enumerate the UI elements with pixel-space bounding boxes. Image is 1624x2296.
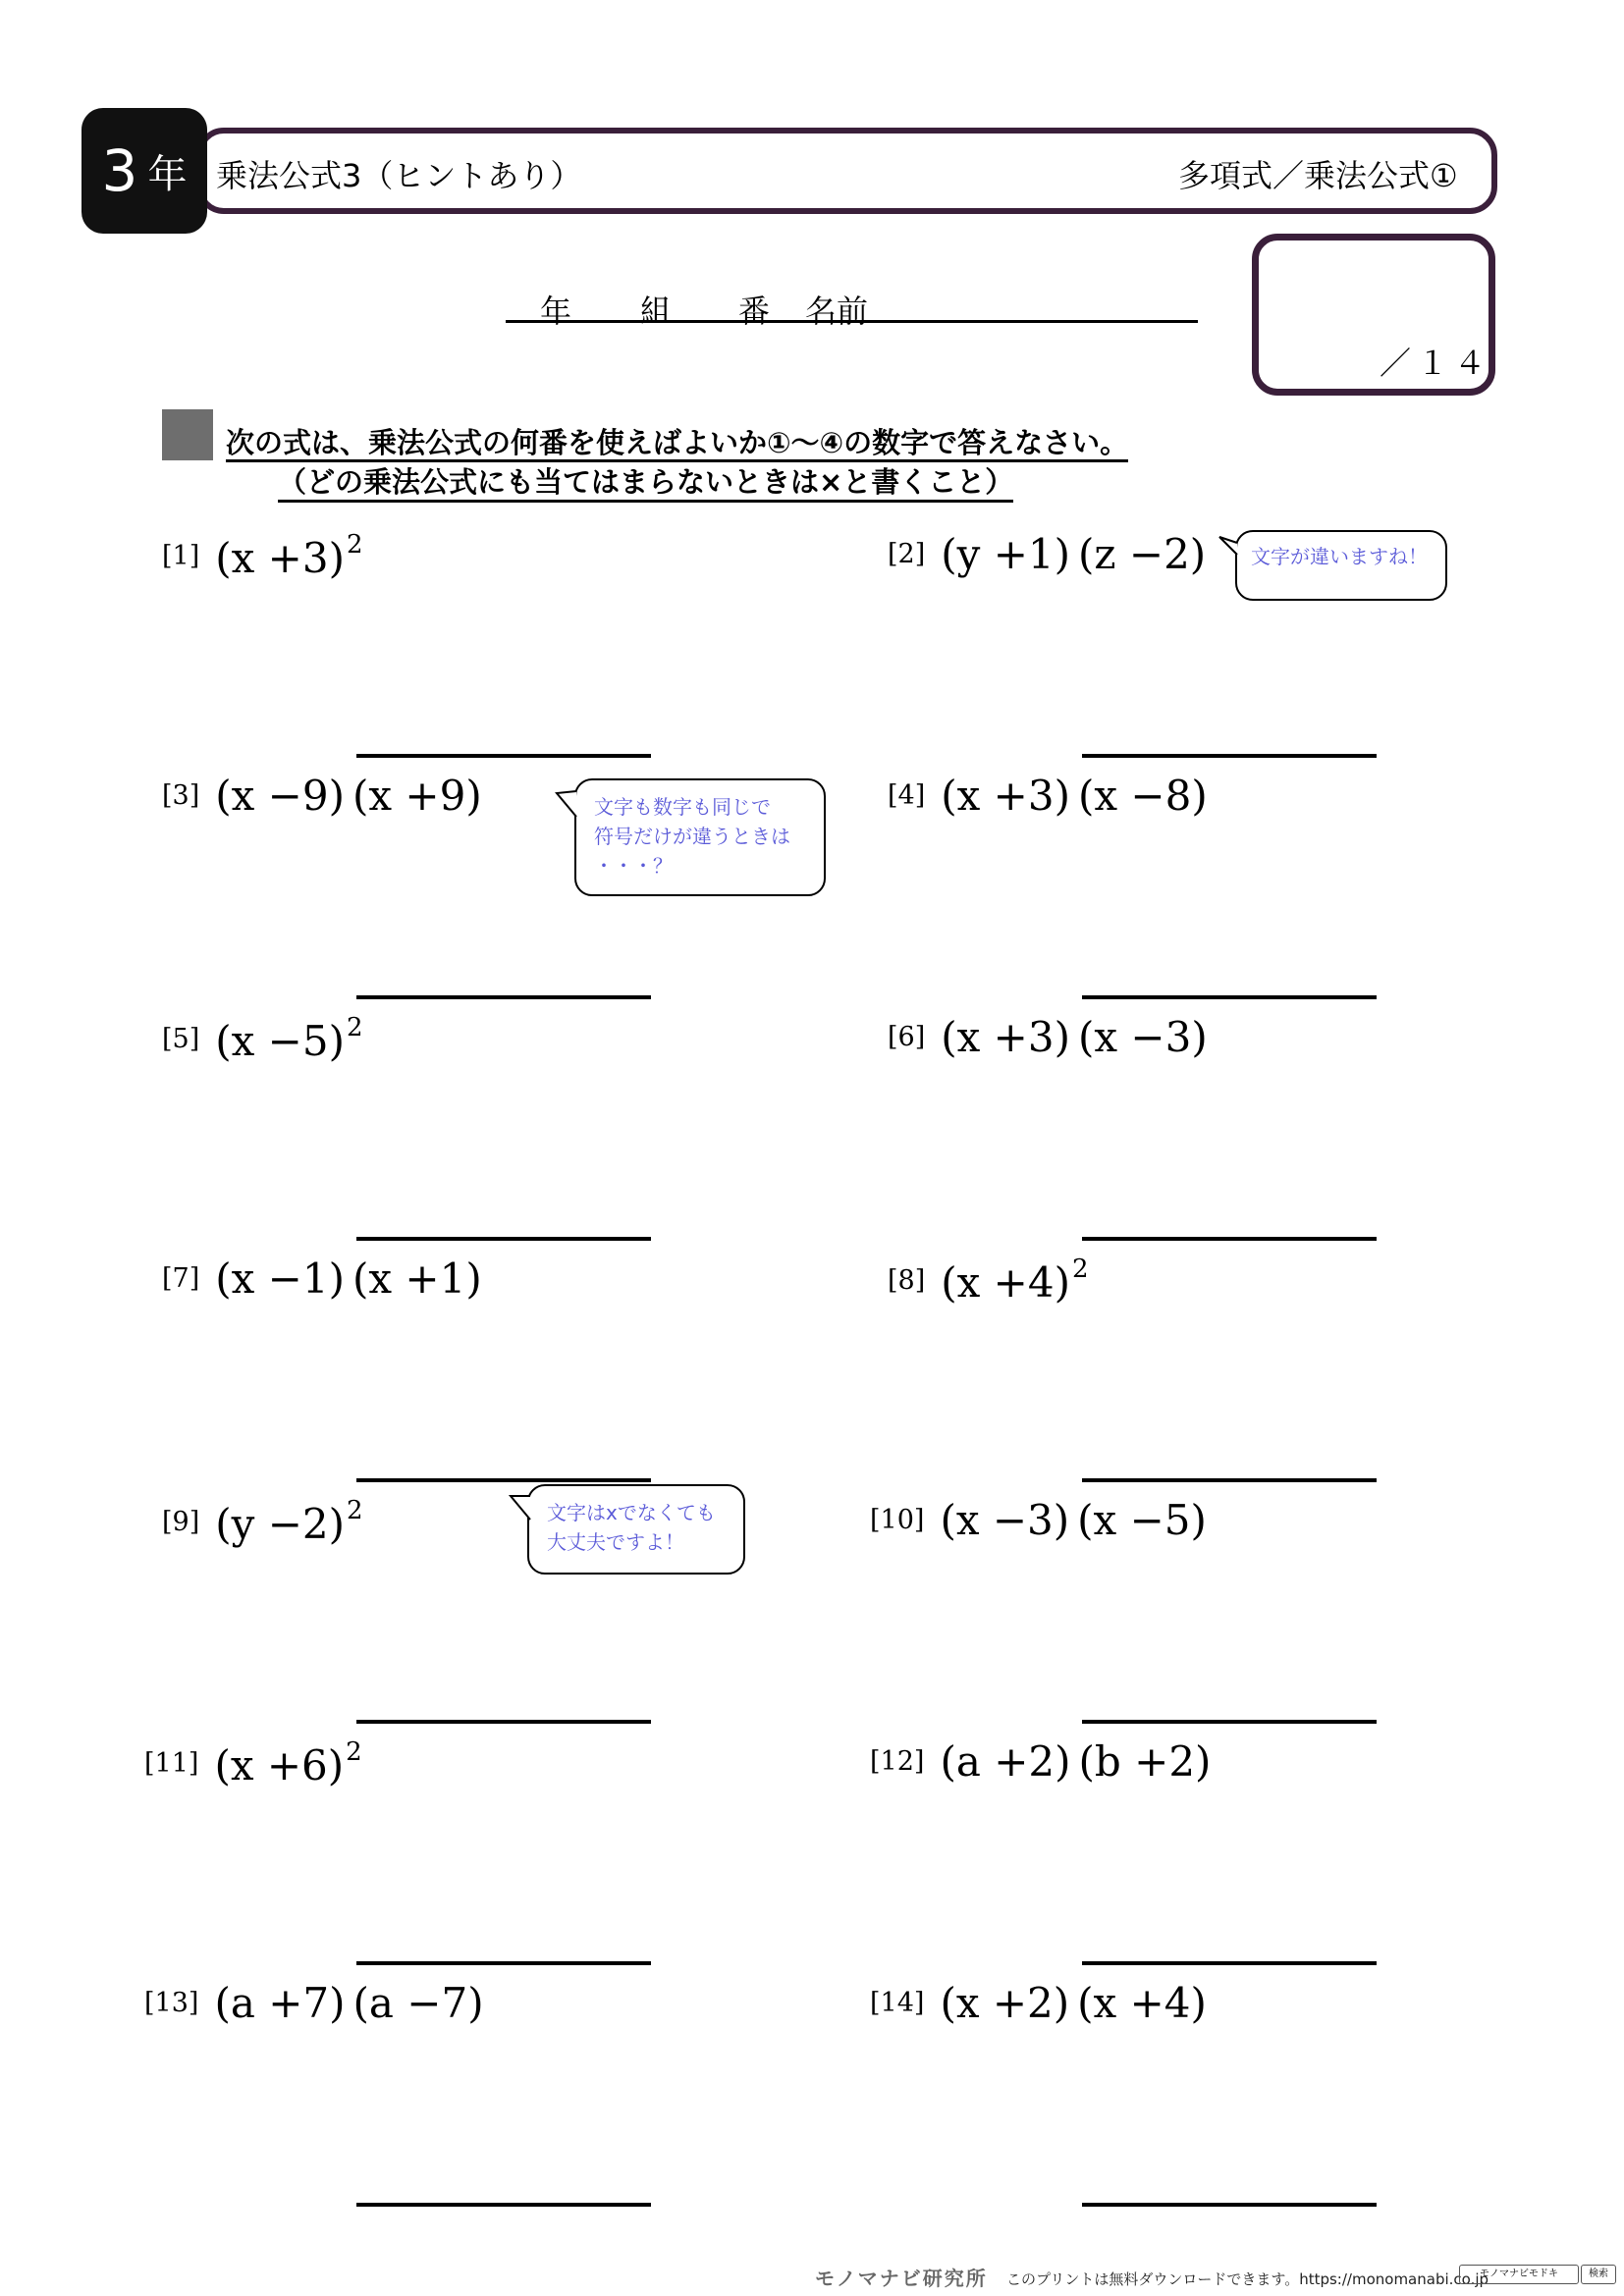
worksheet-title: 乗法公式3（ヒントあり） [216,157,582,194]
factor: (x −1) [215,1255,345,1303]
problem-number: [2] [888,539,926,569]
problem-number: [8] [888,1265,926,1296]
problem-9 [162,1496,363,1548]
hint-bubble-9 [527,1484,745,1575]
hint-text: 文字も数字も同じで [594,795,771,819]
answer-line[interactable] [356,1720,651,1724]
problem-expression [214,1737,362,1789]
problem-10 [870,1496,1207,1544]
grade-unit: 年 [147,151,188,197]
factor: (z −2) [1078,530,1207,578]
answer-line[interactable] [356,2203,651,2207]
factor: (a +2) [940,1737,1071,1786]
hint-text: 文字はxでなくても [547,1501,716,1524]
grade-badge [81,108,207,234]
answer-line[interactable] [1082,1720,1377,1724]
footer-text: このプリントは無料ダウンロードできます。https://monomanabi.co.jp [1006,2270,1489,2288]
factor: (x −9) [215,772,345,820]
factor: (x +1) [352,1255,482,1303]
year-label: 年 [540,293,572,330]
problem-number: [12] [870,1746,925,1777]
factor: (b +2) [1078,1737,1212,1786]
problem-expression [940,1979,1206,2027]
hint-bubble-3-tail [555,785,584,825]
problem-number: [7] [162,1263,200,1294]
score-total: ／１４ [1380,345,1492,382]
problem-expression [215,1255,481,1303]
problem-number: [4] [888,780,926,811]
factor: (x +3) [215,534,345,582]
factor: (x −8) [1077,772,1208,820]
problem-12 [870,1737,1211,1786]
problem-number: [13] [144,1988,199,2018]
worksheet-category: 多項式／乗法公式① [1178,157,1458,194]
instruction-marker [162,409,213,460]
problem-expression [941,772,1207,820]
name-line [506,287,1198,330]
problem-number: [3] [162,780,200,811]
hint-text: 大丈夫ですよ！ [547,1530,684,1554]
factor: (x −5) [1077,1496,1207,1544]
factor: (x −5) [215,1017,345,1065]
factor: (a +7) [214,1979,346,2027]
exponent: 2 [346,530,363,560]
problem-expression [941,1255,1089,1307]
factor: (x −3) [1077,1013,1208,1061]
answer-line[interactable] [1082,1478,1377,1482]
problem-expression [215,530,363,582]
problem-6 [888,1013,1208,1061]
factor: (x +4) [1077,1979,1207,2027]
problem-7 [162,1255,482,1303]
footer-logo: モノマナビ研究所 [815,2267,988,2290]
hint-bubble-2 [1235,530,1447,601]
problem-number: [10] [870,1505,925,1535]
problem-expression [215,772,481,820]
problem-number: [5] [162,1024,200,1054]
problem-number: [9] [162,1507,200,1537]
factor: (x +3) [941,772,1070,820]
factor: (y +1) [941,530,1071,578]
problem-number: [6] [888,1022,926,1052]
hint-text: 文字が違いますね！ [1251,545,1428,568]
answer-line[interactable] [356,1237,651,1241]
problem-3 [162,772,482,820]
factor: (x +4) [941,1258,1070,1307]
problem-14 [870,1979,1207,2027]
hint-bubble-9-tail [509,1490,538,1529]
problem-expression [940,1496,1206,1544]
number-label: 番 [738,293,771,330]
answer-line[interactable] [356,1961,651,1965]
answer-line[interactable] [356,1478,651,1482]
answer-line[interactable] [1082,1961,1377,1965]
exponent: 2 [347,1496,363,1525]
class-label: 組 [640,293,673,330]
problem-5 [162,1013,363,1065]
footer-search-button[interactable]: 検索 [1581,2265,1616,2284]
exponent: 2 [346,1737,362,1767]
factor: (y −2) [215,1500,346,1548]
factor: (a −7) [352,1979,484,2027]
answer-line[interactable] [1082,2203,1377,2207]
exponent: 2 [1071,1255,1089,1284]
problem-number: [1] [162,541,200,571]
instruction-text: 次の式は、乗法公式の何番を使えばよいか①～④の数字で答えなさい。 [226,426,1128,462]
answer-line[interactable] [1082,995,1377,999]
name-label: 名前 [805,293,869,330]
problem-1 [162,530,363,582]
factor: (x −3) [940,1496,1070,1544]
hint-text: ・・・？ [594,854,673,878]
hint-bubble-3 [574,778,826,896]
problem-11 [144,1737,362,1789]
factor: (x +2) [940,1979,1070,2027]
problem-expression [214,1979,483,2027]
problem-expression [941,530,1206,578]
exponent: 2 [346,1013,363,1042]
problem-expression [940,1737,1211,1786]
grade-number: 3 [101,137,138,204]
answer-line[interactable] [1082,754,1377,758]
problem-expression [215,1013,363,1065]
hint-bubble-2-tail [1216,535,1245,564]
problem-4 [888,772,1208,820]
factor: (x +9) [352,772,482,820]
answer-line[interactable] [356,754,651,758]
answer-line[interactable] [356,995,651,999]
problem-number: [14] [870,1988,925,2018]
factor: (x +3) [941,1013,1070,1061]
answer-line[interactable] [1082,1237,1377,1241]
problem-2 [888,530,1206,578]
factor: (x +6) [214,1741,345,1789]
name-underline [506,320,1198,323]
hint-text: 符号だけが違うときは [594,825,790,848]
problem-8 [888,1255,1089,1307]
problem-expression [941,1013,1207,1061]
problem-number: [11] [144,1748,199,1779]
instruction-note: （どの乗法公式にも当てはまらないときは×と書くこと） [278,464,1013,503]
footer-search-box[interactable]: モノマナビモドキ [1459,2265,1579,2284]
problem-13 [144,1979,484,2027]
problem-expression [215,1496,363,1548]
